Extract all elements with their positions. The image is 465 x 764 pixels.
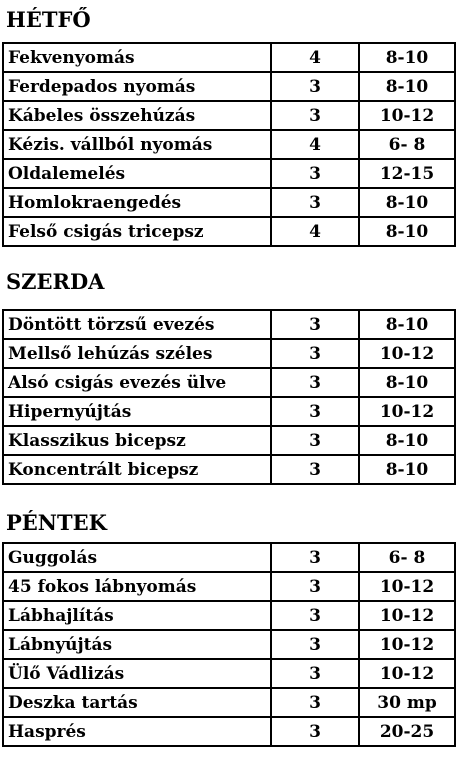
sets-count: 3 (271, 368, 359, 397)
exercise-name: Kézis. vállból nyomás (3, 130, 271, 159)
exercise-name: Klasszikus bicepsz (3, 426, 271, 455)
reps-range: 10-12 (359, 659, 455, 688)
table-row (3, 601, 455, 630)
sets-count: 3 (271, 397, 359, 426)
reps-range: 8-10 (359, 455, 455, 484)
exercise-name: Lábhajlítás (3, 601, 271, 630)
exercise-name: Ülő Vádlizás (3, 659, 271, 688)
exercise-name: Ferdepados nyomás (3, 72, 271, 101)
table-row (3, 688, 455, 717)
sets-count: 3 (271, 426, 359, 455)
reps-range: 6- 8 (359, 130, 455, 159)
reps-range: 10-12 (359, 601, 455, 630)
reps-range: 6- 8 (359, 543, 455, 572)
table-row (3, 455, 455, 484)
sets-count: 3 (271, 717, 359, 746)
table-row (3, 368, 455, 397)
sets-count: 3 (271, 188, 359, 217)
table-row (3, 397, 455, 426)
sets-count: 3 (271, 310, 359, 339)
sets-count: 3 (271, 543, 359, 572)
table-row (3, 543, 455, 572)
exercise-name: Guggolás (3, 543, 271, 572)
sets-count: 4 (271, 217, 359, 246)
reps-range: 10-12 (359, 101, 455, 130)
table-row (3, 310, 455, 339)
table-row (3, 572, 455, 601)
sets-count: 4 (271, 43, 359, 72)
reps-range: 20-25 (359, 717, 455, 746)
sets-count: 3 (271, 339, 359, 368)
sets-count: 3 (271, 159, 359, 188)
day-title-szerda: SZERDA (6, 269, 105, 294)
exercise-name: Fekvenyomás (3, 43, 271, 72)
table-row (3, 717, 455, 746)
exercise-name: Alsó csigás evezés ülve (3, 368, 271, 397)
exercise-name: 45 fokos lábnyomás (3, 572, 271, 601)
exercise-name: Koncentrált bicepsz (3, 455, 271, 484)
sets-count: 3 (271, 659, 359, 688)
sets-count: 3 (271, 572, 359, 601)
workout-table-hetfo (2, 42, 456, 247)
workout-table-szerda (2, 309, 456, 485)
reps-range: 8-10 (359, 188, 455, 217)
reps-range: 12-15 (359, 159, 455, 188)
reps-range: 8-10 (359, 310, 455, 339)
table-row (3, 339, 455, 368)
sets-count: 3 (271, 630, 359, 659)
reps-range: 10-12 (359, 397, 455, 426)
sets-count: 3 (271, 601, 359, 630)
reps-range: 8-10 (359, 72, 455, 101)
workout-table-pentek (2, 542, 456, 747)
table-row (3, 659, 455, 688)
sets-count: 3 (271, 455, 359, 484)
reps-range: 10-12 (359, 572, 455, 601)
exercise-name: Kábeles összehúzás (3, 101, 271, 130)
exercise-name: Deszka tartás (3, 688, 271, 717)
day-title-hetfo: HÉTFŐ (6, 7, 91, 32)
reps-range: 8-10 (359, 368, 455, 397)
table-row (3, 630, 455, 659)
exercise-name: Hipernyújtás (3, 397, 271, 426)
exercise-name: Döntött törzsű evezés (3, 310, 271, 339)
table-row (3, 188, 455, 217)
reps-range: 10-12 (359, 630, 455, 659)
reps-range: 8-10 (359, 43, 455, 72)
table-row (3, 159, 455, 188)
exercise-name: Felső csigás tricepsz (3, 217, 271, 246)
exercise-name: Hasprés (3, 717, 271, 746)
table-row (3, 130, 455, 159)
reps-range: 30 mp (359, 688, 455, 717)
sets-count: 3 (271, 101, 359, 130)
table-row (3, 217, 455, 246)
exercise-name: Oldalemelés (3, 159, 271, 188)
sets-count: 3 (271, 688, 359, 717)
day-title-pentek: PÉNTEK (6, 510, 107, 535)
table-row (3, 43, 455, 72)
table-row (3, 72, 455, 101)
table-row (3, 101, 455, 130)
sets-count: 3 (271, 72, 359, 101)
reps-range: 8-10 (359, 426, 455, 455)
table-row (3, 426, 455, 455)
reps-range: 10-12 (359, 339, 455, 368)
exercise-name: Mellső lehúzás széles (3, 339, 271, 368)
sets-count: 4 (271, 130, 359, 159)
exercise-name: Lábnyújtás (3, 630, 271, 659)
reps-range: 8-10 (359, 217, 455, 246)
exercise-name: Homlokraengedés (3, 188, 271, 217)
